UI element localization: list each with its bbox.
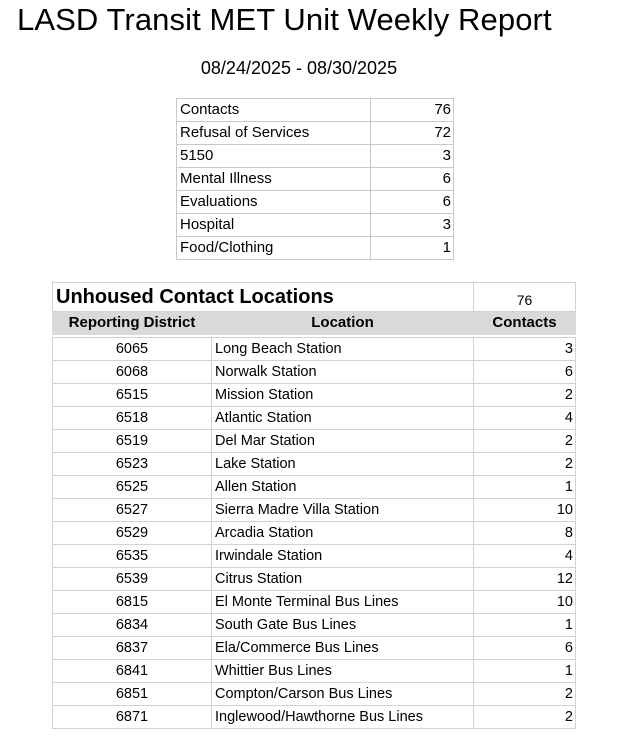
location-cell: Lake Station — [212, 453, 474, 476]
table-row — [53, 361, 576, 384]
location-cell: Citrus Station — [212, 568, 474, 591]
contacts-cell: 1 — [474, 614, 576, 637]
location-cell: Allen Station — [212, 476, 474, 499]
table-row — [53, 476, 576, 499]
summary-label: 5150 — [177, 145, 371, 168]
summary-body — [177, 99, 454, 260]
district-cell: 6523 — [53, 453, 212, 476]
summary-label: Evaluations — [177, 191, 371, 214]
district-cell: 6837 — [53, 637, 212, 660]
location-cell: Irwindale Station — [212, 545, 474, 568]
location-cell: Arcadia Station — [212, 522, 474, 545]
location-cell: Del Mar Station — [212, 430, 474, 453]
table-row — [53, 545, 576, 568]
date-range: 08/24/2025 - 08/30/2025 — [200, 58, 398, 78]
table-row — [53, 430, 576, 453]
table-row — [53, 683, 576, 706]
summary-table — [176, 98, 454, 260]
locations-title-row — [53, 283, 576, 312]
location-cell: South Gate Bus Lines — [212, 614, 474, 637]
contacts-cell: 10 — [474, 499, 576, 522]
summary-row — [177, 237, 454, 260]
district-cell: 6519 — [53, 430, 212, 453]
location-cell: Atlantic Station — [212, 407, 474, 430]
contacts-cell: 6 — [474, 637, 576, 660]
table-row — [53, 568, 576, 591]
district-cell: 6815 — [53, 591, 212, 614]
district-cell: 6515 — [53, 384, 212, 407]
location-cell: Compton/Carson Bus Lines — [212, 683, 474, 706]
table-row — [53, 499, 576, 522]
summary-value: 3 — [371, 145, 454, 168]
table-row — [53, 384, 576, 407]
table-row — [53, 522, 576, 545]
table-row — [53, 338, 576, 361]
district-cell: 6525 — [53, 476, 212, 499]
location-cell: Inglewood/Hawthorne Bus Lines — [212, 706, 474, 729]
summary-row — [177, 214, 454, 237]
summary-label: Hospital — [177, 214, 371, 237]
contacts-cell: 2 — [474, 453, 576, 476]
table-row — [53, 637, 576, 660]
summary-row — [177, 99, 454, 122]
summary-value: 72 — [371, 122, 454, 145]
summary-value: 3 — [371, 214, 454, 237]
summary-value: 1 — [371, 237, 454, 260]
location-cell: El Monte Terminal Bus Lines — [212, 591, 474, 614]
table-row — [53, 407, 576, 430]
district-cell: 6539 — [53, 568, 212, 591]
summary-value: 6 — [371, 191, 454, 214]
contacts-cell: 10 — [474, 591, 576, 614]
summary-row — [177, 122, 454, 145]
locations-title: Unhoused Contact Locations — [53, 283, 474, 312]
district-cell: 6065 — [53, 338, 212, 361]
summary-label: Mental Illness — [177, 168, 371, 191]
contacts-cell: 3 — [474, 338, 576, 361]
header-district: Reporting District — [53, 312, 212, 335]
location-cell: Ela/Commerce Bus Lines — [212, 637, 474, 660]
district-cell: 6834 — [53, 614, 212, 637]
contacts-cell: 4 — [474, 545, 576, 568]
table-row — [53, 706, 576, 729]
contacts-cell: 2 — [474, 683, 576, 706]
summary-value: 76 — [371, 99, 454, 122]
contacts-cell: 4 — [474, 407, 576, 430]
contacts-cell: 12 — [474, 568, 576, 591]
district-cell: 6068 — [53, 361, 212, 384]
table-row — [53, 660, 576, 683]
location-cell: Sierra Madre Villa Station — [212, 499, 474, 522]
summary-label: Food/Clothing — [177, 237, 371, 260]
district-cell: 6871 — [53, 706, 212, 729]
location-cell: Norwalk Station — [212, 361, 474, 384]
contacts-cell: 8 — [474, 522, 576, 545]
contacts-cell: 2 — [474, 706, 576, 729]
contacts-cell: 1 — [474, 476, 576, 499]
contacts-cell: 2 — [474, 430, 576, 453]
header-contacts: Contacts — [474, 312, 576, 335]
locations-header-row — [53, 312, 576, 335]
summary-value: 6 — [371, 168, 454, 191]
location-cell: Long Beach Station — [212, 338, 474, 361]
summary-row — [177, 168, 454, 191]
summary-label: Contacts — [177, 99, 371, 122]
location-cell: Mission Station — [212, 384, 474, 407]
summary-row — [177, 191, 454, 214]
locations-total: 76 — [474, 283, 576, 312]
header-location: Location — [212, 312, 474, 335]
report-title: LASD Transit MET Unit Weekly Report — [17, 2, 552, 37]
contacts-cell: 6 — [474, 361, 576, 384]
district-cell: 6535 — [53, 545, 212, 568]
contacts-cell: 1 — [474, 660, 576, 683]
locations-table — [52, 282, 576, 729]
table-row — [53, 591, 576, 614]
district-cell: 6841 — [53, 660, 212, 683]
summary-label: Refusal of Services — [177, 122, 371, 145]
district-cell: 6527 — [53, 499, 212, 522]
locations-body — [53, 283, 576, 729]
contacts-cell: 2 — [474, 384, 576, 407]
table-row — [53, 614, 576, 637]
table-row — [53, 453, 576, 476]
location-cell: Whittier Bus Lines — [212, 660, 474, 683]
summary-row — [177, 145, 454, 168]
district-cell: 6851 — [53, 683, 212, 706]
district-cell: 6529 — [53, 522, 212, 545]
district-cell: 6518 — [53, 407, 212, 430]
